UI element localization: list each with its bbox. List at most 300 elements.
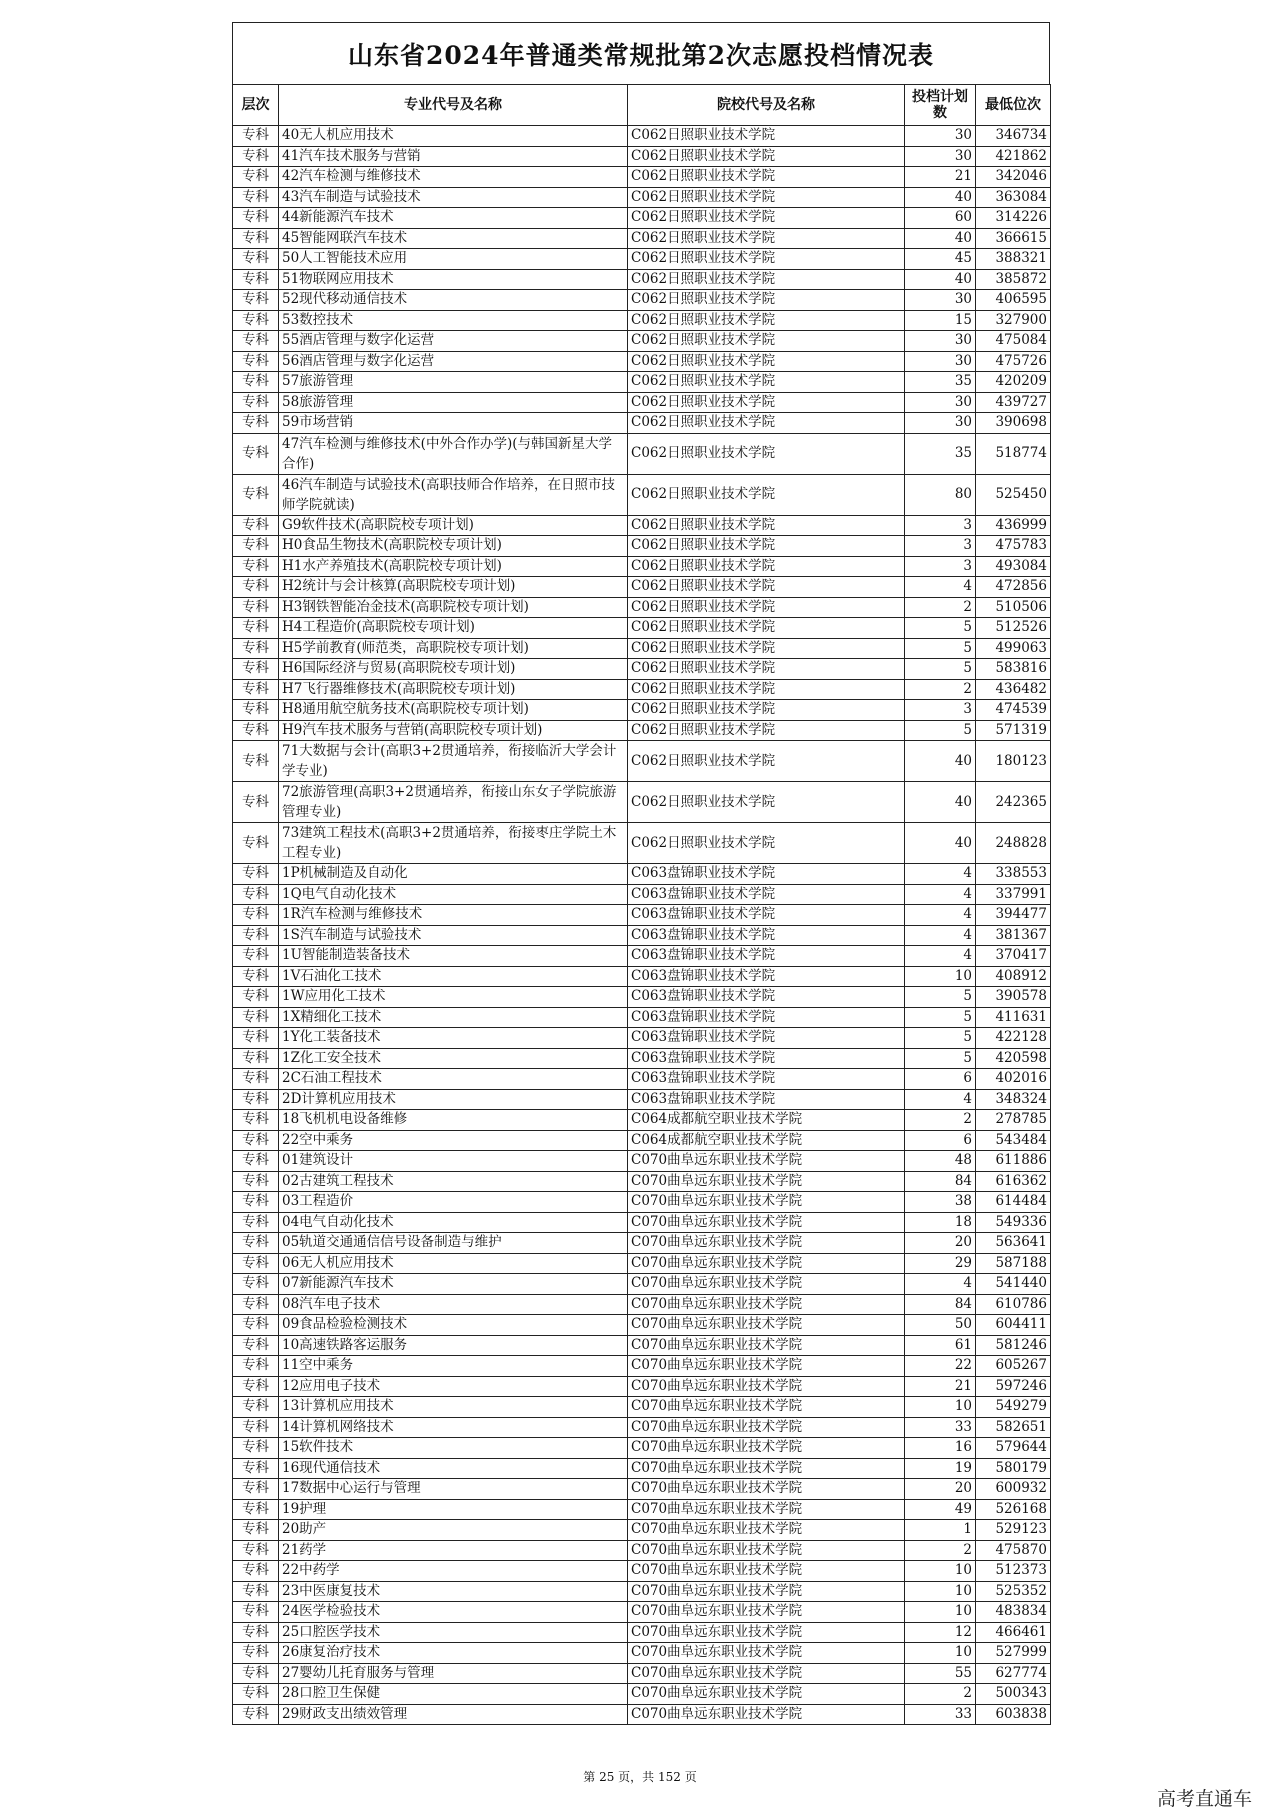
- table-row: [233, 1315, 1051, 1336]
- cell-school: C070曲阜远东职业技术学院: [628, 1561, 905, 1582]
- table-row: [233, 1192, 1051, 1213]
- cell-major: 10高速铁路客运服务: [279, 1335, 628, 1356]
- cell-level: 专科: [233, 310, 279, 331]
- table-row: [233, 1376, 1051, 1397]
- cell-plan: 10: [905, 966, 976, 987]
- cell-plan: 10: [905, 1397, 976, 1418]
- cell-plan: 40: [905, 823, 976, 864]
- table-row: [233, 823, 1051, 864]
- table-row: [233, 515, 1051, 536]
- cell-min-rank: 348324: [976, 1089, 1051, 1110]
- table-row: [233, 1397, 1051, 1418]
- cell-level: 专科: [233, 1233, 279, 1254]
- cell-min-rank: 388321: [976, 249, 1051, 270]
- cell-min-rank: 543484: [976, 1130, 1051, 1151]
- cell-level: 专科: [233, 823, 279, 864]
- cell-level: 专科: [233, 597, 279, 618]
- cell-min-rank: 583816: [976, 659, 1051, 680]
- table-row: [233, 966, 1051, 987]
- table-row: [233, 1356, 1051, 1377]
- table-row: [233, 1335, 1051, 1356]
- cell-school: C062日照职业技术学院: [628, 618, 905, 639]
- admission-table: [232, 84, 1051, 1725]
- cell-school: C063盘锦职业技术学院: [628, 884, 905, 905]
- cell-level: 专科: [233, 1561, 279, 1582]
- cell-plan: 2: [905, 1684, 976, 1705]
- cell-level: 专科: [233, 167, 279, 188]
- table-row: [233, 146, 1051, 167]
- cell-plan: 61: [905, 1335, 976, 1356]
- cell-plan: 2: [905, 597, 976, 618]
- cell-level: 专科: [233, 208, 279, 229]
- cell-school: C062日照职业技术学院: [628, 659, 905, 680]
- cell-level: 专科: [233, 1089, 279, 1110]
- cell-major: 2D计算机应用技术: [279, 1089, 628, 1110]
- cell-level: 专科: [233, 1376, 279, 1397]
- table-row: [233, 720, 1051, 741]
- table-row: [233, 413, 1051, 434]
- cell-school: C070曲阜远东职业技术学院: [628, 1212, 905, 1233]
- cell-major: 52现代移动通信技术: [279, 290, 628, 311]
- cell-school: C070曲阜远东职业技术学院: [628, 1356, 905, 1377]
- cell-min-rank: 180123: [976, 741, 1051, 782]
- table-row: [233, 1458, 1051, 1479]
- cell-school: C070曲阜远东职业技术学院: [628, 1684, 905, 1705]
- cell-major: 1Z化工安全技术: [279, 1048, 628, 1069]
- table-row: [233, 1028, 1051, 1049]
- table-row: [233, 905, 1051, 926]
- cell-major: 25口腔医学技术: [279, 1622, 628, 1643]
- cell-level: 专科: [233, 679, 279, 700]
- cell-min-rank: 603838: [976, 1704, 1051, 1725]
- cell-school: C063盘锦职业技术学院: [628, 966, 905, 987]
- cell-school: C063盘锦职业技术学院: [628, 905, 905, 926]
- watermark: 高考直通车: [1156, 1788, 1252, 1810]
- cell-major: 04电气自动化技术: [279, 1212, 628, 1233]
- cell-school: C062日照职业技术学院: [628, 474, 905, 515]
- cell-level: 专科: [233, 1622, 279, 1643]
- cell-school: C063盘锦职业技术学院: [628, 864, 905, 885]
- table-row: [233, 1007, 1051, 1028]
- cell-min-rank: 600932: [976, 1479, 1051, 1500]
- cell-school: C070曲阜远东职业技术学院: [628, 1151, 905, 1172]
- cell-plan: 40: [905, 741, 976, 782]
- cell-level: 专科: [233, 351, 279, 372]
- cell-major: 26康复治疗技术: [279, 1643, 628, 1664]
- cell-min-rank: 579644: [976, 1438, 1051, 1459]
- cell-plan: 4: [905, 577, 976, 598]
- cell-school: C070曲阜远东职业技术学院: [628, 1540, 905, 1561]
- cell-level: 专科: [233, 1048, 279, 1069]
- cell-min-rank: 346734: [976, 126, 1051, 147]
- cell-major: H1水产养殖技术(高职院校专项计划): [279, 556, 628, 577]
- cell-major: 1S汽车制造与试验技术: [279, 925, 628, 946]
- cell-min-rank: 525352: [976, 1581, 1051, 1602]
- table-row: [233, 1048, 1051, 1069]
- table-row: [233, 1479, 1051, 1500]
- table-row: [233, 187, 1051, 208]
- cell-school: C070曲阜远东职业技术学院: [628, 1274, 905, 1295]
- table-row: [233, 208, 1051, 229]
- cell-plan: 38: [905, 1192, 976, 1213]
- cell-major: 59市场营销: [279, 413, 628, 434]
- cell-min-rank: 518774: [976, 433, 1051, 474]
- cell-level: 专科: [233, 1028, 279, 1049]
- cell-school: C062日照职业技术学院: [628, 679, 905, 700]
- table-row: [233, 925, 1051, 946]
- cell-major: 18飞机机电设备维修: [279, 1110, 628, 1131]
- cell-plan: 5: [905, 1048, 976, 1069]
- cell-major: 1Y化工装备技术: [279, 1028, 628, 1049]
- cell-min-rank: 611886: [976, 1151, 1051, 1172]
- cell-plan: 10: [905, 1643, 976, 1664]
- cell-plan: 35: [905, 433, 976, 474]
- cell-school: C070曲阜远东职业技术学院: [628, 1438, 905, 1459]
- cell-plan: 21: [905, 1376, 976, 1397]
- cell-level: 专科: [233, 638, 279, 659]
- cell-school: C062日照职业技术学院: [628, 208, 905, 229]
- cell-level: 专科: [233, 249, 279, 270]
- cell-min-rank: 338553: [976, 864, 1051, 885]
- cell-plan: 60: [905, 208, 976, 229]
- cell-school: C063盘锦职业技术学院: [628, 1028, 905, 1049]
- table-row: [233, 1704, 1051, 1725]
- cell-major: 23中医康复技术: [279, 1581, 628, 1602]
- cell-plan: 10: [905, 1602, 976, 1623]
- table-row: [233, 536, 1051, 557]
- cell-min-rank: 439727: [976, 392, 1051, 413]
- cell-level: 专科: [233, 741, 279, 782]
- cell-major: 14计算机网络技术: [279, 1417, 628, 1438]
- cell-plan: 3: [905, 556, 976, 577]
- header-school: 院校代号及名称: [628, 85, 905, 126]
- cell-min-rank: 390698: [976, 413, 1051, 434]
- table-row: [233, 987, 1051, 1008]
- cell-plan: 5: [905, 720, 976, 741]
- cell-level: 专科: [233, 536, 279, 557]
- cell-major: 03工程造价: [279, 1192, 628, 1213]
- cell-min-rank: 582651: [976, 1417, 1051, 1438]
- cell-level: 专科: [233, 290, 279, 311]
- cell-level: 专科: [233, 905, 279, 926]
- cell-school: C063盘锦职业技术学院: [628, 987, 905, 1008]
- cell-school: C062日照职业技术学院: [628, 700, 905, 721]
- cell-school: C062日照职业技术学院: [628, 228, 905, 249]
- cell-plan: 80: [905, 474, 976, 515]
- cell-school: C062日照职业技术学院: [628, 515, 905, 536]
- cell-major: H9汽车技术服务与营销(高职院校专项计划): [279, 720, 628, 741]
- cell-plan: 1: [905, 1520, 976, 1541]
- cell-school: C062日照职业技术学院: [628, 597, 905, 618]
- cell-school: C062日照职业技术学院: [628, 720, 905, 741]
- page-footer: 第 25 页，共 152 页: [583, 1770, 697, 1784]
- cell-school: C070曲阜远东职业技术学院: [628, 1315, 905, 1336]
- header-major: 专业代号及名称: [279, 85, 628, 126]
- cell-min-rank: 493084: [976, 556, 1051, 577]
- cell-school: C070曲阜远东职业技术学院: [628, 1458, 905, 1479]
- cell-level: 专科: [233, 1253, 279, 1274]
- cell-major: 47汽车检测与维修技术(中外合作办学)(与韩国新星大学合作): [279, 433, 628, 474]
- cell-plan: 2: [905, 1110, 976, 1131]
- table-row: [233, 1069, 1051, 1090]
- cell-school: C062日照职业技术学院: [628, 556, 905, 577]
- cell-major: 58旅游管理: [279, 392, 628, 413]
- cell-school: C070曲阜远东职业技术学院: [628, 1253, 905, 1274]
- cell-min-rank: 314226: [976, 208, 1051, 229]
- cell-level: 专科: [233, 187, 279, 208]
- cell-plan: 5: [905, 638, 976, 659]
- cell-major: 11空中乘务: [279, 1356, 628, 1377]
- cell-plan: 40: [905, 187, 976, 208]
- cell-level: 专科: [233, 1335, 279, 1356]
- cell-plan: 30: [905, 290, 976, 311]
- cell-min-rank: 580179: [976, 1458, 1051, 1479]
- cell-school: C070曲阜远东职业技术学院: [628, 1581, 905, 1602]
- cell-min-rank: 366615: [976, 228, 1051, 249]
- cell-school: C062日照职业技术学院: [628, 638, 905, 659]
- cell-level: 专科: [233, 1520, 279, 1541]
- cell-min-rank: 475783: [976, 536, 1051, 557]
- cell-plan: 5: [905, 1007, 976, 1028]
- cell-plan: 19: [905, 1458, 976, 1479]
- cell-major: 08汽车电子技术: [279, 1294, 628, 1315]
- table-row: [233, 474, 1051, 515]
- table-row: [233, 782, 1051, 823]
- cell-plan: 3: [905, 515, 976, 536]
- cell-level: 专科: [233, 946, 279, 967]
- cell-level: 专科: [233, 659, 279, 680]
- cell-school: C062日照职业技术学院: [628, 331, 905, 352]
- cell-school: C070曲阜远东职业技术学院: [628, 1233, 905, 1254]
- table-row: [233, 638, 1051, 659]
- cell-level: 专科: [233, 1704, 279, 1725]
- table-row: [233, 1417, 1051, 1438]
- cell-major: 45智能网联汽车技术: [279, 228, 628, 249]
- cell-min-rank: 614484: [976, 1192, 1051, 1213]
- table-row: [233, 1151, 1051, 1172]
- cell-plan: 6: [905, 1130, 976, 1151]
- cell-min-rank: 526168: [976, 1499, 1051, 1520]
- page-title: 山东省2024年普通类常规批第2次志愿投档情况表: [232, 22, 1050, 84]
- cell-level: 专科: [233, 720, 279, 741]
- table-row: [233, 1561, 1051, 1582]
- cell-major: 71大数据与会计(高职3+2贯通培养，衔接临沂大学会计学专业): [279, 741, 628, 782]
- cell-major: H4工程造价(高职院校专项计划): [279, 618, 628, 639]
- cell-major: 73建筑工程技术(高职3+2贯通培养，衔接枣庄学院土木工程专业): [279, 823, 628, 864]
- cell-min-rank: 381367: [976, 925, 1051, 946]
- table-row: [233, 249, 1051, 270]
- cell-level: 专科: [233, 372, 279, 393]
- cell-school: C062日照职业技术学院: [628, 310, 905, 331]
- cell-plan: 18: [905, 1212, 976, 1233]
- cell-min-rank: 278785: [976, 1110, 1051, 1131]
- cell-major: H0食品生物技术(高职院校专项计划): [279, 536, 628, 557]
- cell-major: 72旅游管理(高职3+2贯通培养，衔接山东女子学院旅游管理专业): [279, 782, 628, 823]
- table-row: [233, 1499, 1051, 1520]
- cell-major: 01建筑设计: [279, 1151, 628, 1172]
- table-row: [233, 1663, 1051, 1684]
- cell-min-rank: 604411: [976, 1315, 1051, 1336]
- cell-school: C062日照职业技术学院: [628, 392, 905, 413]
- cell-min-rank: 510506: [976, 597, 1051, 618]
- cell-plan: 30: [905, 392, 976, 413]
- cell-level: 专科: [233, 556, 279, 577]
- table-row: [233, 228, 1051, 249]
- cell-plan: 10: [905, 1561, 976, 1582]
- table-row: [233, 392, 1051, 413]
- cell-major: 1R汽车检测与维修技术: [279, 905, 628, 926]
- cell-level: 专科: [233, 1007, 279, 1028]
- cell-school: C070曲阜远东职业技术学院: [628, 1192, 905, 1213]
- cell-level: 专科: [233, 1171, 279, 1192]
- table-row: [233, 1274, 1051, 1295]
- table-header-row: [233, 85, 1051, 126]
- cell-level: 专科: [233, 577, 279, 598]
- cell-school: C070曲阜远东职业技术学院: [628, 1602, 905, 1623]
- cell-school: C070曲阜远东职业技术学院: [628, 1294, 905, 1315]
- cell-major: 06无人机应用技术: [279, 1253, 628, 1274]
- cell-plan: 5: [905, 987, 976, 1008]
- cell-plan: 33: [905, 1417, 976, 1438]
- cell-level: 专科: [233, 269, 279, 290]
- cell-min-rank: 605267: [976, 1356, 1051, 1377]
- cell-school: C070曲阜远东职业技术学院: [628, 1397, 905, 1418]
- cell-min-rank: 394477: [976, 905, 1051, 926]
- table-row: [233, 1684, 1051, 1705]
- cell-min-rank: 408912: [976, 966, 1051, 987]
- header-min-rank: 最低位次: [976, 85, 1051, 126]
- cell-major: 2C石油工程技术: [279, 1069, 628, 1090]
- cell-level: 专科: [233, 925, 279, 946]
- cell-school: C062日照职业技术学院: [628, 782, 905, 823]
- table-row: [233, 1212, 1051, 1233]
- cell-min-rank: 472856: [976, 577, 1051, 598]
- cell-level: 专科: [233, 1643, 279, 1664]
- table-row: [233, 1581, 1051, 1602]
- table-row: [233, 1233, 1051, 1254]
- cell-plan: 4: [905, 1089, 976, 1110]
- cell-plan: 21: [905, 167, 976, 188]
- cell-school: C070曲阜远东职业技术学院: [628, 1663, 905, 1684]
- cell-major: 29财政支出绩效管理: [279, 1704, 628, 1725]
- cell-plan: 84: [905, 1294, 976, 1315]
- cell-plan: 5: [905, 1028, 976, 1049]
- table-row: [233, 1643, 1051, 1664]
- cell-school: C070曲阜远东职业技术学院: [628, 1704, 905, 1725]
- cell-min-rank: 436999: [976, 515, 1051, 536]
- cell-level: 专科: [233, 1130, 279, 1151]
- cell-level: 专科: [233, 433, 279, 474]
- cell-plan: 55: [905, 1663, 976, 1684]
- cell-major: 20助产: [279, 1520, 628, 1541]
- cell-major: 1Q电气自动化技术: [279, 884, 628, 905]
- table-row: [233, 618, 1051, 639]
- cell-major: 1P机械制造及自动化: [279, 864, 628, 885]
- cell-plan: 4: [905, 905, 976, 926]
- cell-major: 1U智能制造装备技术: [279, 946, 628, 967]
- cell-plan: 4: [905, 884, 976, 905]
- cell-major: 42汽车检测与维修技术: [279, 167, 628, 188]
- cell-school: C070曲阜远东职业技术学院: [628, 1643, 905, 1664]
- cell-min-rank: 499063: [976, 638, 1051, 659]
- cell-level: 专科: [233, 966, 279, 987]
- cell-plan: 5: [905, 618, 976, 639]
- cell-level: 专科: [233, 1581, 279, 1602]
- cell-major: 21药学: [279, 1540, 628, 1561]
- cell-school: C062日照职业技术学院: [628, 351, 905, 372]
- cell-min-rank: 597246: [976, 1376, 1051, 1397]
- table-row: [233, 126, 1051, 147]
- cell-min-rank: 541440: [976, 1274, 1051, 1295]
- cell-level: 专科: [233, 1069, 279, 1090]
- cell-major: 1V石油化工技术: [279, 966, 628, 987]
- cell-level: 专科: [233, 1458, 279, 1479]
- cell-plan: 49: [905, 1499, 976, 1520]
- cell-level: 专科: [233, 1274, 279, 1295]
- cell-min-rank: 483834: [976, 1602, 1051, 1623]
- cell-school: C062日照职业技术学院: [628, 126, 905, 147]
- cell-plan: 2: [905, 1540, 976, 1561]
- cell-level: 专科: [233, 392, 279, 413]
- cell-min-rank: 571319: [976, 720, 1051, 741]
- cell-plan: 20: [905, 1479, 976, 1500]
- cell-plan: 2: [905, 679, 976, 700]
- table-row: [233, 659, 1051, 680]
- cell-major: 22中药学: [279, 1561, 628, 1582]
- cell-min-rank: 525450: [976, 474, 1051, 515]
- cell-level: 专科: [233, 1479, 279, 1500]
- table-row: [233, 331, 1051, 352]
- cell-level: 专科: [233, 228, 279, 249]
- table-row: [233, 1602, 1051, 1623]
- header-level: 层次: [233, 85, 279, 126]
- cell-min-rank: 420209: [976, 372, 1051, 393]
- cell-min-rank: 390578: [976, 987, 1051, 1008]
- cell-school: C063盘锦职业技术学院: [628, 1069, 905, 1090]
- cell-major: 27婴幼儿托育服务与管理: [279, 1663, 628, 1684]
- cell-min-rank: 512526: [976, 618, 1051, 639]
- cell-major: H2统计与会计核算(高职院校专项计划): [279, 577, 628, 598]
- table-row: [233, 310, 1051, 331]
- cell-level: 专科: [233, 1294, 279, 1315]
- cell-major: 22空中乘务: [279, 1130, 628, 1151]
- cell-level: 专科: [233, 1540, 279, 1561]
- cell-level: 专科: [233, 1602, 279, 1623]
- cell-major: 41汽车技术服务与营销: [279, 146, 628, 167]
- cell-level: 专科: [233, 474, 279, 515]
- cell-min-rank: 363084: [976, 187, 1051, 208]
- cell-school: C070曲阜远东职业技术学院: [628, 1622, 905, 1643]
- cell-level: 专科: [233, 884, 279, 905]
- cell-major: 46汽车制造与试验技术(高职技师合作培养，在日照市技师学院就读): [279, 474, 628, 515]
- cell-plan: 3: [905, 700, 976, 721]
- cell-school: C070曲阜远东职业技术学院: [628, 1335, 905, 1356]
- cell-plan: 10: [905, 1581, 976, 1602]
- cell-school: C062日照职业技术学院: [628, 187, 905, 208]
- table-row: [233, 1253, 1051, 1274]
- cell-school: C062日照职业技术学院: [628, 249, 905, 270]
- cell-min-rank: 512373: [976, 1561, 1051, 1582]
- cell-level: 专科: [233, 1397, 279, 1418]
- cell-level: 专科: [233, 1684, 279, 1705]
- table-row: [233, 1130, 1051, 1151]
- cell-plan: 4: [905, 864, 976, 885]
- cell-major: 43汽车制造与试验技术: [279, 187, 628, 208]
- table-row: [233, 1171, 1051, 1192]
- cell-plan: 30: [905, 126, 976, 147]
- cell-major: G9软件技术(高职院校专项计划): [279, 515, 628, 536]
- cell-plan: 30: [905, 331, 976, 352]
